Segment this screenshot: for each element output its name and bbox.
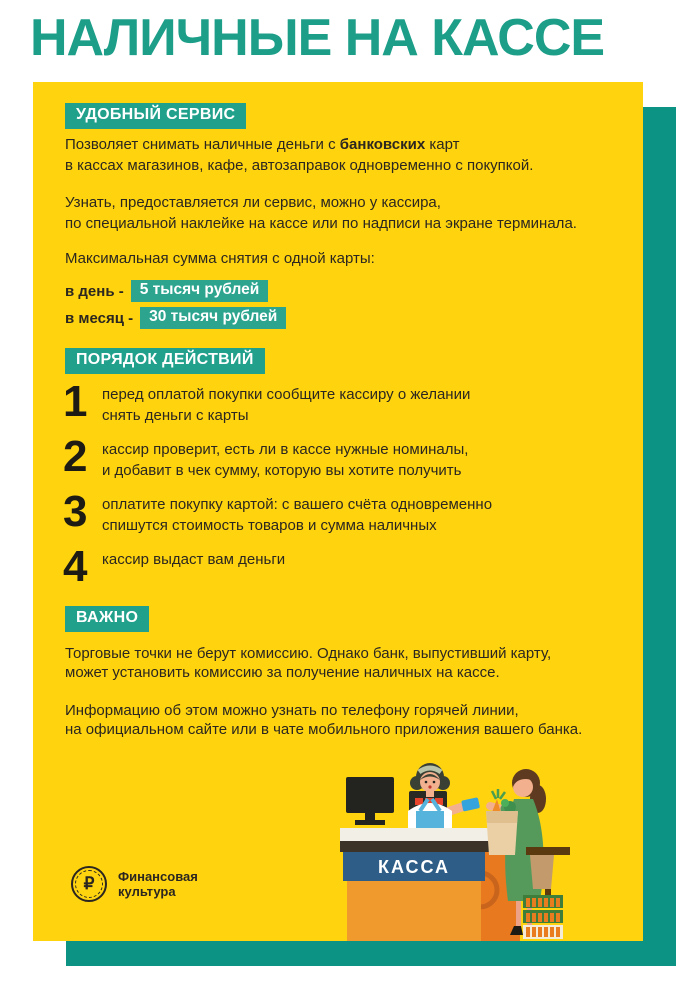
limit-value-chip: 30 тысяч рублей bbox=[140, 307, 286, 329]
step-text bbox=[102, 382, 470, 426]
text-line: кассир проверит, есть ли в кассе нужные номиналы, bbox=[102, 441, 469, 458]
section-badge-procedure: ПОРЯДОК ДЕЙСТВИЙ bbox=[65, 348, 265, 374]
text-line: кассир выдаст вам деньги bbox=[102, 551, 286, 568]
produce-crates-icon bbox=[523, 895, 563, 939]
withdrawal-limits bbox=[65, 279, 286, 333]
bold-highlight: банковских bbox=[339, 136, 426, 153]
info-card bbox=[33, 82, 643, 941]
text-line: на официальном сайте или в чате мобильного приложения вашего банка. bbox=[65, 721, 583, 738]
text-line: в кассах магазинов, кафе, автозаправок одновременно с покупкой. bbox=[65, 157, 534, 174]
monitor-icon bbox=[346, 777, 394, 825]
poster-title: НАЛИЧНЫЕ НА КАССЕ bbox=[30, 9, 605, 67]
limit-row-month bbox=[65, 306, 286, 330]
text-line: может установить комиссию за получение наличных на кассе. bbox=[65, 664, 500, 681]
step-number: 3 bbox=[63, 487, 88, 536]
section-badge-service: УДОБНЫЙ СЕРВИС bbox=[65, 103, 246, 129]
step-text bbox=[102, 437, 468, 481]
text-line: Финансовая bbox=[118, 869, 198, 884]
procedure-step bbox=[63, 377, 471, 426]
limit-label: в месяц - bbox=[65, 309, 134, 327]
procedure-step bbox=[63, 487, 493, 536]
text-line: культура bbox=[118, 884, 176, 899]
text-line: оплатите покупку картой: с вашего счёта одновременно bbox=[102, 496, 493, 513]
grocery-bag-icon bbox=[486, 789, 518, 855]
important-text-1 bbox=[65, 644, 551, 682]
text-line: Информацию об этом можно узнать по телефону горячей линии, bbox=[65, 702, 519, 719]
text-line: и добавит в чек сумму, которую вы хотите получить bbox=[102, 462, 462, 479]
checkout-scene bbox=[340, 761, 643, 941]
text-fragment: Позволяет снимать наличные деньги с bbox=[65, 136, 340, 153]
step-text bbox=[102, 547, 285, 570]
important-text-2 bbox=[65, 701, 582, 739]
procedure-step bbox=[63, 432, 469, 481]
procedure-step bbox=[63, 542, 286, 591]
step-number: 4 bbox=[63, 542, 88, 591]
ruble-symbol: ₽ bbox=[83, 874, 95, 893]
limit-value-chip: 5 тысяч рублей bbox=[131, 280, 269, 302]
kassa-sign-label: КАССА bbox=[377, 857, 451, 877]
text-line bbox=[65, 134, 533, 155]
brand-logo bbox=[71, 866, 198, 902]
text-line: Торговые точки не берут комиссию. Однако банк, выпустивший карту, bbox=[65, 645, 552, 662]
ruble-coin-icon bbox=[71, 866, 107, 902]
bank-card-icon bbox=[461, 797, 480, 811]
text-line: Узнать, предоставляется ли сервис, можно у кассира, bbox=[65, 194, 441, 211]
step-text bbox=[102, 492, 492, 536]
text-line: снять деньги с карты bbox=[102, 407, 249, 424]
step-number: 1 bbox=[63, 377, 88, 426]
limit-row-day bbox=[65, 279, 286, 303]
text-line: спишутся стоимость товаров и сумма наличных bbox=[102, 517, 437, 534]
brand-logo-text bbox=[118, 869, 198, 899]
max-sum-label: Максимальная сумма снятия с одной карты: bbox=[65, 250, 375, 267]
checkout-counter bbox=[340, 828, 491, 941]
limit-label: в день - bbox=[65, 282, 124, 300]
text-fragment: карт bbox=[425, 136, 460, 153]
service-howto-text bbox=[65, 192, 577, 234]
service-intro-text bbox=[65, 134, 533, 176]
section-badge-important: ВАЖНО bbox=[65, 606, 149, 632]
step-number: 2 bbox=[63, 432, 88, 481]
checkout-illustration bbox=[340, 761, 643, 941]
text-line: перед оплатой покупки сообщите кассиру о желании bbox=[102, 386, 471, 403]
text-line: по специальной наклейке на кассе или по надписи на экране терминала. bbox=[65, 215, 577, 232]
